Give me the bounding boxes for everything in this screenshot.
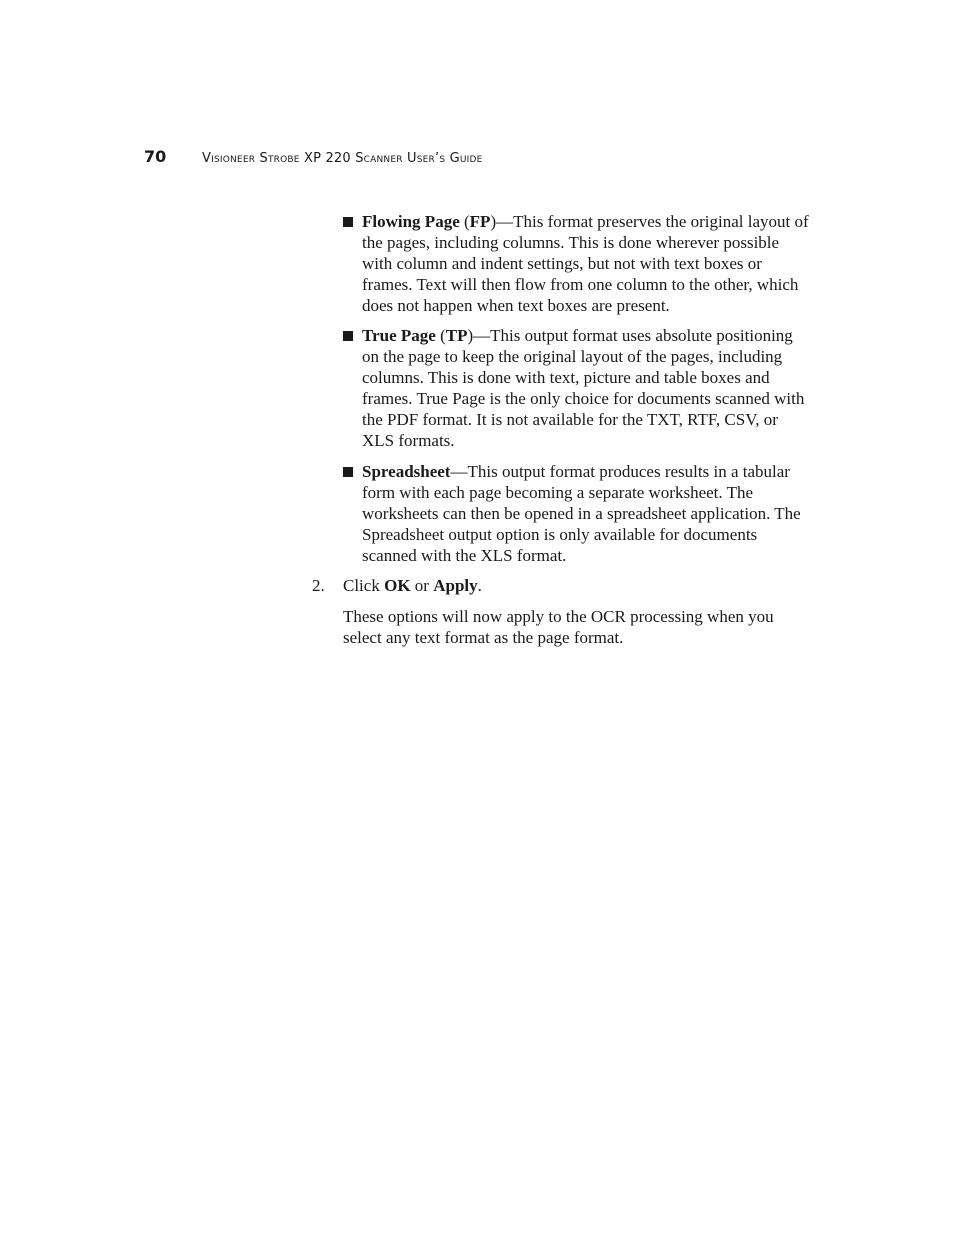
term-abbreviation: TP [445,326,468,345]
term-label: Spreadsheet [362,462,451,481]
term-description: —This output format produces results in a tabular form with each page becoming a separate worksheet. The worksheets can then be opened in a spreadsheet application. The Spreadsheet output option is only available for documents scanned with the XLS format. [362,462,801,565]
square-bullet-icon [343,331,353,341]
bullet-text: Flowing Page (FP)—This format preserves the original layout of the pages, including columns. This is done wherever possible with column and indent settings, but not with text boxes or frames. Text will then flow from one column to the other, which does not happen when text boxes are present. [362,212,809,315]
closing-paragraph: These options will now apply to the OCR processing when you select any text format as the page format. [343,607,774,647]
bullet-text [362,461,812,566]
step-prefix: Click [343,576,385,595]
term-abbreviation: FP [469,212,491,231]
ok-button-reference: OK [384,576,411,595]
term-label: True Page [362,326,436,345]
step-middle: or [410,576,434,595]
square-bullet-icon [343,467,353,477]
page-number: 70 [144,147,167,166]
step-number: 2. [312,576,325,595]
term-description: —This output format uses absolute positioning on the page to keep the original layout of the pages, including columns. This is done with text, picture and table boxes and frames. True Page is the only choice for documents scanned with the PDF format. It is not available for the TXT, RTF, CSV, or XLS formats. [362,326,805,450]
step-suffix: . [477,576,482,595]
term-label: Flowing Page [362,212,460,231]
step-text [343,575,812,596]
guide-title: Visioneer Strobe XP 220 Scanner User’s Guide [202,151,483,166]
running-header [144,147,483,169]
apply-button-reference: Apply [433,576,478,595]
term-description: —This format preserves the original layout of the pages, including columns. This is done wherever possible with column and indent settings, but not with text boxes or frames. Text will then flow from one column to the other, which does not happen when text boxes are present. [362,212,809,315]
bullet-text: True Page (TP)—This output format uses absolute positioning on the page to keep the original layout of the pages, including columns. This is done with text, picture and table boxes and frames. True Page is the only choice for documents scanned with the PDF format. It is not available for the TXT, RTF, CSV, or XLS formats. [362,326,805,450]
square-bullet-icon [343,217,353,227]
